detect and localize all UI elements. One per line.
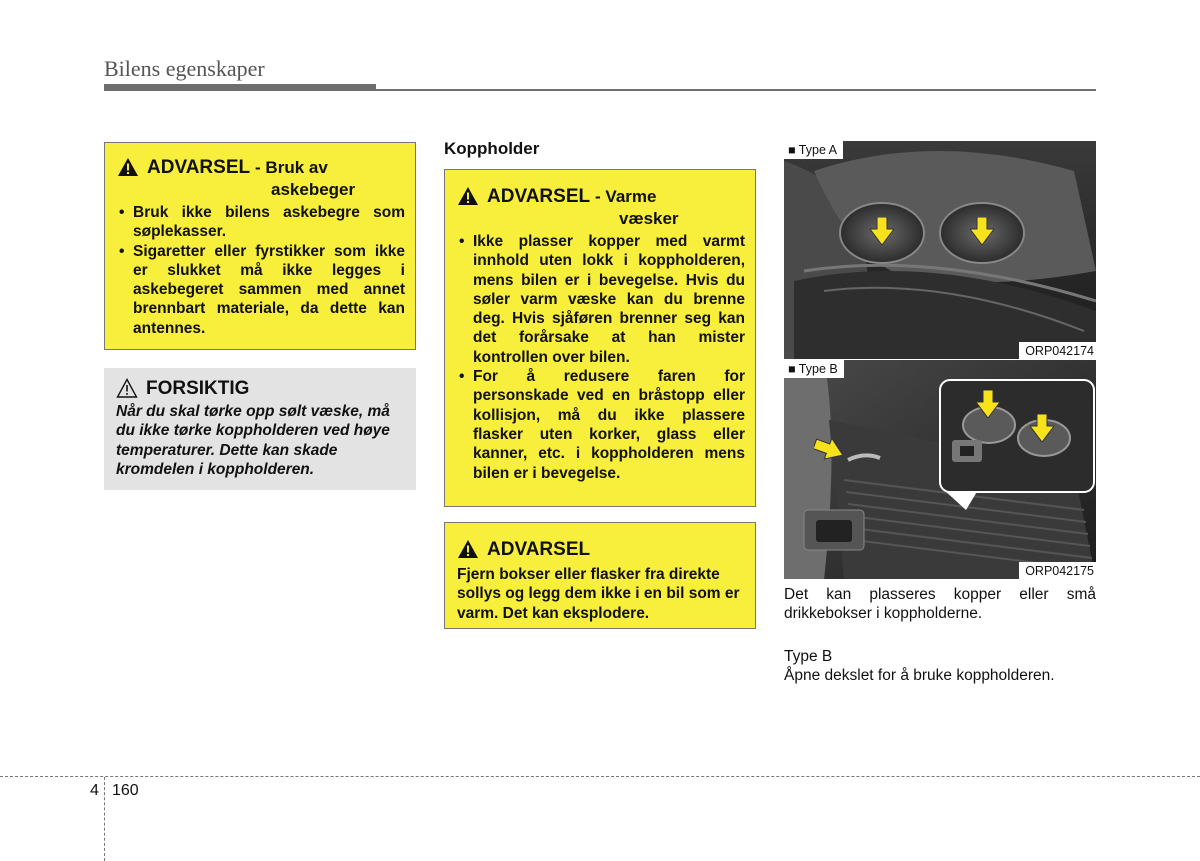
warning-list [457,232,745,483]
caution-triangle-icon [116,378,138,398]
header-rule-thick [104,84,376,91]
warning-title: ADVARSEL [487,539,591,560]
warning-text: Fjern bokser eller flasker fra direkte sollys og legg dem ikke i en bil som er varm. Det kan eksplodere. [457,566,740,622]
warning-list-item: • Ikke plasser kopper med varmt innhold uten lokk i koppholderen, mens bilen er i bevegelse. Hvis du søler varm væske kan du brenne deg. Hvis sjåføren brenner seg kan det forårsake at han mister kontrollen over bilen. [457,232,745,367]
footer-vertical-divider [104,777,105,861]
warning-list-item: • Bruk ikke bilens askebegre som søplekasser. [117,203,405,242]
body-paragraph: Åpne dekslet for å bruke koppholderen. [784,667,1055,684]
warning-triangle-icon [457,539,479,559]
caution-text: Når du skal tørke opp sølt væske, må du ikke tørke koppholderen ved høye temperaturer. Dette kan skade kromdelen i koppholderen. [116,403,390,478]
chapter-number: 4 [90,782,99,799]
arrow-down-icon [870,217,894,245]
arrow-down-icon [970,217,994,245]
caution-box [104,368,416,490]
warning-title-row [117,157,405,201]
warning-subtitle: - Bruk av [255,158,328,177]
warning-triangle-icon [457,186,479,206]
warning-list-item: • Sigaretter eller fyrstikker som ikke er slukket må ikke legges i askebegeret sammen med annet brennbart materiale, da dette kan antennes. [117,242,405,338]
body-paragraph: Det kan plasseres kopper eller små drikkebokser i koppholderne. [784,586,1096,622]
warning-title: ADVARSEL [487,186,590,207]
warning-triangle-icon [117,157,139,177]
figure-code: ORP042174 [1019,342,1096,359]
figure-code: ORP042175 [1019,562,1096,579]
section-heading: Koppholder [444,139,540,158]
cupholder-photo-a [784,141,1096,359]
arrow-down-icon [976,390,1000,418]
warning-list [117,203,405,338]
warning-box-ashtray [104,142,416,350]
figure-type-a [784,141,1096,359]
warning-box-cans [444,522,756,629]
footer-divider [0,776,1200,777]
arrow-diagonal-icon [814,438,844,460]
body-type-label: Type B [784,648,833,665]
caution-title-row [116,378,406,400]
warning-subtitle-cont: væsker [619,209,679,228]
warning-list-item: • For å redusere faren for personskade ved en bråstopp eller kollisjon, må du ikke plassere flasker uten korker, glass eller kanner, etc. i koppholderen mens bilen er i bevegelse. [457,367,745,483]
warning-title: ADVARSEL [147,157,250,178]
warning-title-row [457,539,745,561]
caution-title: FORSIKTIG [146,378,250,399]
warning-title-row [457,186,745,230]
warning-box-hot-liquids [444,169,756,507]
page-number: 160 [112,782,139,799]
figure-type-b [784,359,1096,579]
figure-label: ■ Type B [784,360,844,378]
figure-label: ■ Type A [784,141,843,159]
arrow-down-icon [1030,414,1054,442]
warning-subtitle: - Varme [595,187,657,206]
warning-subtitle-cont: askebeger [271,180,356,199]
page-header-title: Bilens egenskaper [104,56,265,81]
cupholder-photo-b [784,360,1096,579]
header-rule-thin [376,89,1096,91]
